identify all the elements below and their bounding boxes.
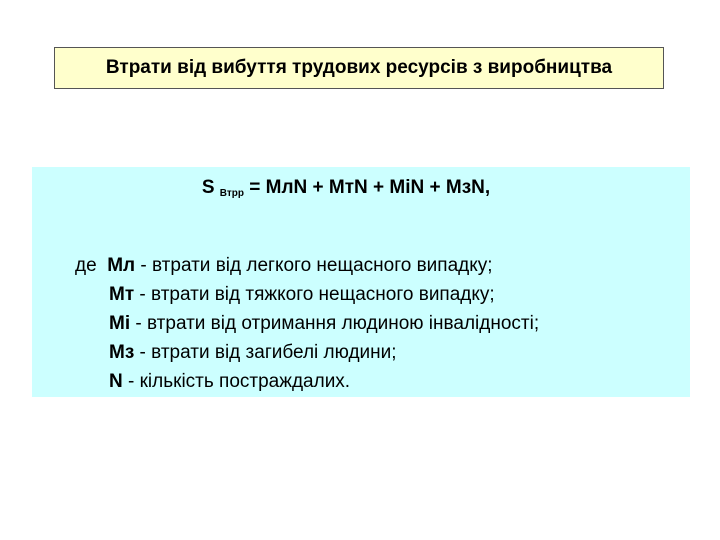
legend-symbol: Мл bbox=[107, 255, 136, 276]
legend-symbol: Мт bbox=[109, 284, 135, 305]
legend-text: - втрати від отримання людиною інвалідності; bbox=[130, 313, 540, 334]
slide-title-text: Втрати від вибуття трудових ресурсів з виробництва bbox=[105, 57, 613, 78]
formula-subscript: Втрр bbox=[219, 188, 244, 199]
slide-title bbox=[54, 47, 664, 89]
legend-item-n bbox=[109, 371, 350, 393]
legend bbox=[32, 167, 690, 397]
legend-item-ml bbox=[75, 255, 493, 277]
legend-text: - втрати від загибелі людини; bbox=[134, 342, 397, 363]
legend-symbol: N bbox=[109, 371, 123, 392]
legend-intro: де bbox=[75, 255, 97, 276]
legend-item-mi bbox=[109, 313, 539, 335]
formula-lhs: S bbox=[201, 177, 215, 198]
legend-symbol: Мз bbox=[109, 342, 135, 363]
legend-item-mt bbox=[109, 284, 495, 306]
formula-rhs: = МлN + МтN + МіN + МзN, bbox=[249, 177, 491, 198]
legend-symbol: Мі bbox=[109, 313, 131, 334]
legend-text: - втрати від тяжкого нещасного випадку; bbox=[134, 284, 495, 305]
legend-text: - втрати від легкого нещасного випадку; bbox=[135, 255, 493, 276]
legend-item-mz bbox=[109, 342, 397, 364]
legend-text: - кількість постраждалих. bbox=[122, 371, 351, 392]
formula-panel bbox=[32, 167, 690, 397]
